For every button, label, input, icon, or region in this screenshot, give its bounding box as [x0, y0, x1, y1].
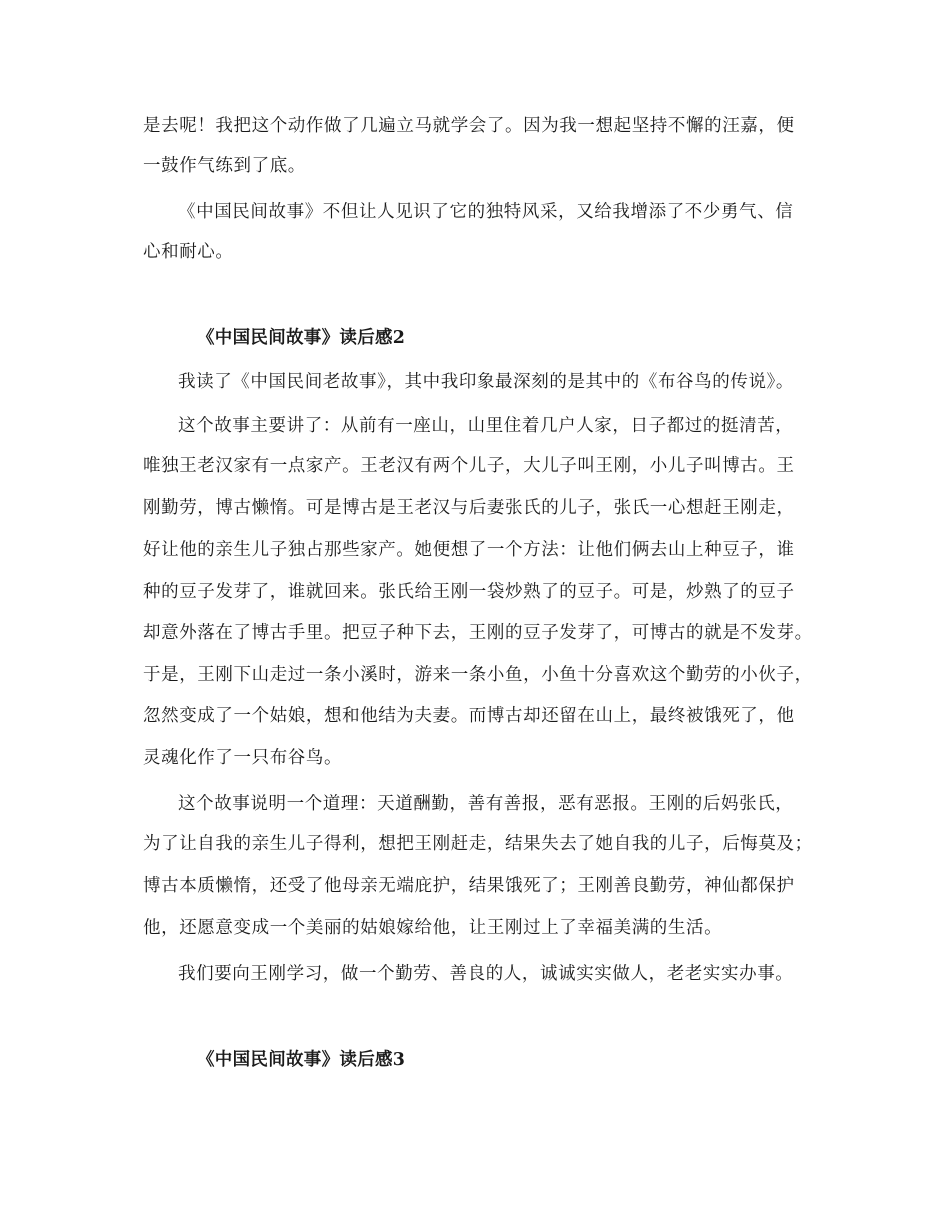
text-line: 《中国民间故事》不但让人见识了它的独特风采，又给我增添了不少勇气、信	[178, 202, 794, 222]
text-line: 却意外落在了博古手里。把豆子种下去，王刚的豆子发芽了，可博古的就是不发芽。	[143, 623, 813, 643]
text-line: 唯独王老汉家有一点家产。王老汉有两个儿子，大儿子叫王刚，小儿子叫博古。王	[143, 456, 795, 476]
text-line: 我们要向王刚学习，做一个勤劳、善良的人，诚诚实实做人，老老实实办事。	[178, 964, 794, 984]
text-line: 好让他的亲生儿子独占那些家产。她便想了一个方法：让他们俩去山上种豆子，谁	[143, 540, 795, 560]
text-line: 一鼓作气练到了底。	[143, 156, 306, 176]
text-line: 是去呢！我把这个动作做了几遍立马就学会了。因为我一想起坚持不懈的汪嘉，便	[143, 116, 795, 136]
text-line: 我读了《中国民间老故事》，其中我印象最深刻的是其中的《布谷鸟的传说》。	[178, 372, 794, 392]
text-line: 忽然变成了一个姑娘，想和他结为夫妻。而博古却还留在山上，最终被饿死了，他	[143, 706, 795, 726]
text-line: 于是，王刚下山走过一条小溪时，游来一条小鱼，小鱼十分喜欢这个勤劳的小伙子，	[143, 665, 813, 685]
text-line: 博古本质懒惰，还受了他母亲无端庇护，结果饿死了；王刚善良勤劳，神仙都保护	[143, 876, 795, 896]
section-heading: 《中国民间故事》读后感2	[197, 328, 406, 348]
section-heading: 《中国民间故事》读后感3	[197, 1050, 406, 1070]
text-line: 他，还愿意变成一个美丽的姑娘嫁给他，让王刚过上了幸福美满的生活。	[143, 918, 723, 938]
text-line: 心和耐心。	[143, 242, 234, 262]
text-line: 种的豆子发芽了，谁就回来。张氏给王刚一袋炒熟了的豆子。可是，炒熟了的豆子	[143, 582, 795, 602]
text-line: 这个故事说明一个道理：天道酬勤，善有善报，恶有恶报。王刚的后妈张氏，	[178, 794, 794, 814]
text-line: 灵魂化作了一只布谷鸟。	[143, 748, 343, 768]
text-line: 为了让自我的亲生儿子得利，想把王刚赶走，结果失去了她自我的儿子，后悔莫及；	[143, 834, 813, 854]
text-line: 这个故事主要讲了：从前有一座山，山里住着几户人家，日子都过的挺清苦，	[178, 416, 794, 436]
text-line: 刚勤劳，博古懒惰。可是博古是王老汉与后妻张氏的儿子，张氏一心想赶王刚走，	[143, 498, 795, 518]
